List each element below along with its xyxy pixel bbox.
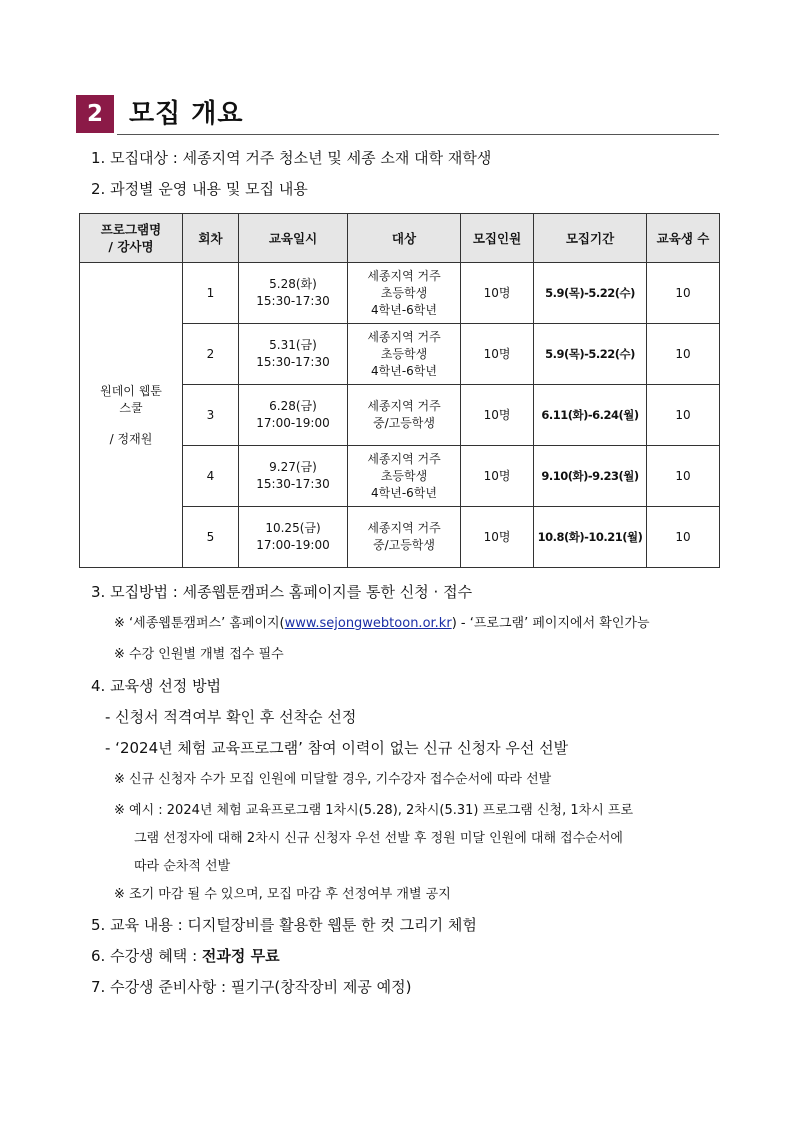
homepage-link[interactable]: www.sejongwebtoon.or.kr: [284, 616, 452, 631]
table-header-row: [80, 214, 720, 263]
audience-line2: 중/고등학생: [372, 538, 435, 552]
instructor-name: / 정재원: [109, 431, 153, 446]
program-cell: [80, 263, 183, 568]
audience-line1: 세종지역 거주: [367, 329, 441, 344]
selection-note-example-line3: 따라 순차적 선발: [134, 859, 231, 874]
datetime-cell: [239, 385, 348, 446]
audience-line1: 세종지역 거주: [367, 399, 441, 413]
header-round: 회차: [183, 214, 239, 263]
section-number-badge: 2: [76, 95, 114, 133]
period-cell: 6.11(화)-6.24(월): [534, 385, 647, 446]
schedule-table: [79, 213, 720, 568]
item-method: 3. 모집방법 : 세종웹툰캠퍼스 홈페이지를 통한 신청 · 접수: [91, 583, 473, 601]
table-row: [80, 263, 720, 324]
datetime-cell: [239, 507, 348, 568]
audience-cell: [348, 446, 461, 507]
audience-line2: 초등학생: [380, 468, 428, 483]
round-cell: 2: [183, 324, 239, 385]
header-program: [80, 214, 183, 263]
time-text: 17:00-19:00: [256, 416, 330, 430]
audience-line2: 초등학생: [380, 346, 428, 361]
item-benefit: [91, 944, 280, 968]
audience-line3: 4학년-6학년: [371, 363, 437, 378]
time-text: 15:30-17:30: [256, 355, 330, 369]
audience-cell: [348, 507, 461, 568]
item-selection: 4. 교육생 선정 방법: [91, 677, 222, 695]
section-divider: [117, 134, 719, 135]
item-target: 1. 모집대상 : 세종지역 거주 청소년 및 세종 소재 대학 재학생: [91, 149, 492, 167]
audience-line1: 세종지역 거주: [367, 521, 441, 535]
date-text: 6.28(금): [269, 399, 317, 413]
method-note-homepage-pre: ※ ‘세종웹툰캠퍼스’ 홈페이지(: [114, 616, 285, 631]
students-cell: 10: [647, 385, 720, 446]
header-datetime: 교육일시: [239, 214, 348, 263]
audience-line3: 4학년-6학년: [371, 302, 437, 317]
section-title: 모집 개요: [129, 99, 244, 129]
audience-line2: 초등학생: [380, 285, 428, 300]
selection-note-example-line1: ※ 예시 : 2024년 체험 교육프로그램 1차시(5.28), 2차시(5.31) 프로그램 신청, 1차시 프로: [114, 803, 634, 818]
round-cell: 5: [183, 507, 239, 568]
method-note-homepage-post: ) - ‘프로그램’ 페이지에서 확인가능: [451, 616, 650, 631]
program-name-line2: 스쿨: [119, 400, 143, 415]
selection-note-early-close: ※ 조기 마감 될 수 있으며, 모집 마감 후 선정여부 개별 공지: [114, 887, 451, 902]
program-name-line1: 원데이 웹툰: [100, 383, 162, 398]
selection-note-shortfall: ※ 신규 신청자 수가 모집 인원에 미달할 경우, 기수강자 접수순서에 따라 선발: [114, 772, 552, 787]
date-text: 5.28(화): [269, 277, 317, 291]
capacity-cell: 10명: [461, 507, 534, 568]
date-text: 5.31(금): [269, 338, 317, 352]
item-content: 5. 교육 내용 : 디지털장비를 활용한 웹툰 한 컷 그리기 체험: [91, 916, 477, 934]
method-note-individual: ※ 수강 인원별 개별 접수 필수: [114, 647, 284, 662]
header-capacity: 모집인원: [461, 214, 534, 263]
item-prep: 7. 수강생 준비사항 : 필기구(창작장비 제공 예정): [91, 978, 412, 996]
audience-cell: [348, 324, 461, 385]
students-cell: 10: [647, 324, 720, 385]
datetime-cell: [239, 324, 348, 385]
benefit-label: 6. 수강생 혜택 :: [91, 947, 202, 965]
date-text: 9.27(금): [269, 460, 317, 474]
capacity-cell: 10명: [461, 385, 534, 446]
method-note-homepage: [114, 612, 650, 636]
audience-cell: [348, 385, 461, 446]
students-cell: 10: [647, 507, 720, 568]
selection-sub2: - ‘2024년 체험 교육프로그램’ 참여 이력이 없는 신규 신청자 우선 선발: [105, 739, 569, 757]
header-program-line2: / 강사명: [108, 239, 154, 254]
benefit-value: 전과정 무료: [201, 947, 280, 965]
period-cell: 10.8(화)-10.21(월): [534, 507, 647, 568]
audience-cell: [348, 263, 461, 324]
section-header: [76, 93, 719, 135]
students-cell: 10: [647, 263, 720, 324]
capacity-cell: 10명: [461, 446, 534, 507]
time-text: 15:30-17:30: [256, 477, 330, 491]
date-text: 10.25(금): [265, 521, 321, 535]
item-course-info: 2. 과정별 운영 내용 및 모집 내용: [91, 180, 308, 198]
header-audience: 대상: [348, 214, 461, 263]
period-cell: 5.9(목)-5.22(수): [534, 324, 647, 385]
round-cell: 3: [183, 385, 239, 446]
period-cell: 5.9(목)-5.22(수): [534, 263, 647, 324]
audience-line1: 세종지역 거주: [367, 268, 441, 283]
audience-line3: 4학년-6학년: [371, 485, 437, 500]
header-period: 모집기간: [534, 214, 647, 263]
header-program-line1: 프로그램명: [100, 222, 162, 237]
selection-sub1: - 신청서 적격여부 확인 후 선착순 선정: [105, 708, 357, 726]
datetime-cell: [239, 446, 348, 507]
capacity-cell: 10명: [461, 324, 534, 385]
round-cell: 1: [183, 263, 239, 324]
selection-note-example-line2: 그램 선정자에 대해 2차시 신규 신청자 우선 선발 후 정원 미달 인원에 대해 접수순서에: [134, 831, 623, 846]
header-students: 교육생 수: [647, 214, 720, 263]
time-text: 17:00-19:00: [256, 538, 330, 552]
students-cell: 10: [647, 446, 720, 507]
audience-line1: 세종지역 거주: [367, 451, 441, 466]
audience-line2: 중/고등학생: [372, 416, 435, 430]
capacity-cell: 10명: [461, 263, 534, 324]
period-cell: 9.10(화)-9.23(월): [534, 446, 647, 507]
time-text: 15:30-17:30: [256, 294, 330, 308]
round-cell: 4: [183, 446, 239, 507]
datetime-cell: [239, 263, 348, 324]
